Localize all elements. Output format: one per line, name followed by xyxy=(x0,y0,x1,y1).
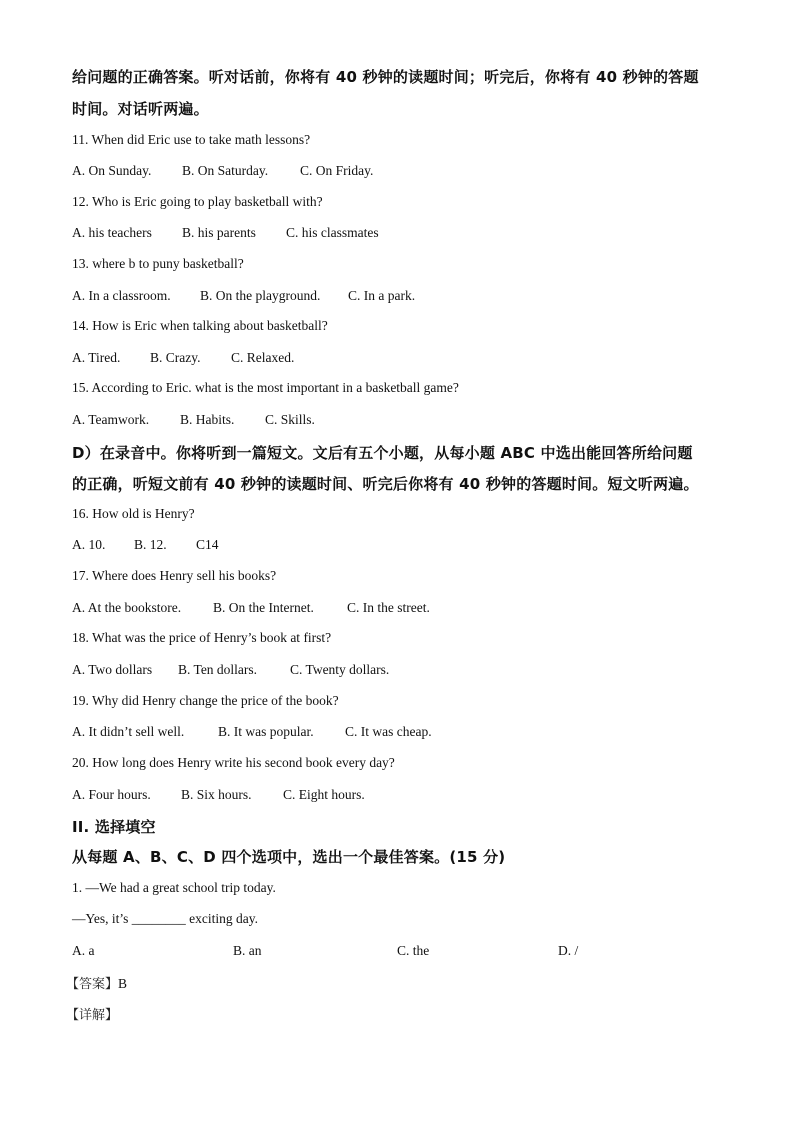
question-19: 19. Why did Henry change the price of the book? xyxy=(72,693,339,708)
option-b: B. Habits. xyxy=(180,412,235,427)
option-d: D. / xyxy=(558,943,579,958)
option-a: A. his teachers xyxy=(72,225,152,240)
option-b: B. 12. xyxy=(134,537,167,552)
option-a: A. At the bookstore. xyxy=(72,600,182,615)
question-11: 11. When did Eric use to take math lessons? xyxy=(72,132,311,147)
option-c: C. the xyxy=(397,943,430,958)
option-b: B. On the playground. xyxy=(200,288,321,303)
option-c: C. On Friday. xyxy=(300,163,374,178)
option-b: B. On Saturday. xyxy=(182,163,269,178)
question-1-line-2: —Yes, it’s ________ exciting day. xyxy=(72,911,259,926)
option-b: B. On the Internet. xyxy=(213,600,314,615)
intro-line-1: 给问题的正确答案。听对话前，你将有 40 秒钟的读题时间；听完后，你将有 40 秒钟的答题 xyxy=(72,68,699,86)
intro-line-2: 时间。对话听两遍。 xyxy=(72,100,209,118)
question-18: 18. What was the price of Henry’s book at first? xyxy=(72,630,332,645)
section-2-heading: II. 选择填空 xyxy=(72,818,156,836)
option-a: A. 10. xyxy=(72,537,106,552)
question-17: 17. Where does Henry sell his books? xyxy=(72,568,277,583)
option-c: C. Eight hours. xyxy=(283,787,365,802)
option-a: A. In a classroom. xyxy=(72,288,171,303)
section-d-line-1: D）在录音中。你将听到一篇短文。文后有五个小题，从每小题 ABC 中选出能回答所给问题 xyxy=(72,444,693,462)
answer-label: 【答案】 xyxy=(66,977,119,992)
option-c: C. In a park. xyxy=(348,288,416,303)
option-a: A. It didn’t sell well. xyxy=(72,724,185,739)
question-16: 16. How old is Henry? xyxy=(72,506,195,521)
question-1-line-1: 1. —We had a great school trip today. xyxy=(72,880,276,895)
section-d-line-2: 的正确，听短文前有 40 秒钟的读题时间、听完后你将有 40 秒钟的答题时间。短文听两遍。 xyxy=(72,475,699,493)
option-b: B. Six hours. xyxy=(181,787,252,802)
option-c: C. Twenty dollars. xyxy=(290,662,390,677)
detail-label: 【详解】 xyxy=(66,1008,119,1023)
detail-line xyxy=(66,1004,118,1024)
option-b: B. an xyxy=(233,943,262,958)
option-b: B. his parents xyxy=(182,225,256,240)
option-c: C14 xyxy=(196,537,219,552)
option-a: A. Two dollars xyxy=(72,662,153,677)
option-a: A. a xyxy=(72,943,95,958)
answer-line xyxy=(66,973,127,993)
question-15: 15. According to Eric. what is the most important in a basketball game? xyxy=(72,380,459,395)
question-12: 12. Who is Eric going to play basketball with? xyxy=(72,194,323,209)
option-a: A. Tired. xyxy=(72,350,121,365)
question-20: 20. How long does Henry write his second book every day? xyxy=(72,755,395,770)
option-b: B. Ten dollars. xyxy=(178,662,258,677)
question-14: 14. How is Eric when talking about basketball? xyxy=(72,318,328,333)
option-b: B. Crazy. xyxy=(150,350,201,365)
question-13: 13. where b to puny basketball? xyxy=(72,256,244,271)
option-c: C. Skills. xyxy=(265,412,315,427)
option-c: C. Relaxed. xyxy=(231,350,295,365)
option-c: C. It was cheap. xyxy=(345,724,432,739)
option-a: A. Four hours. xyxy=(72,787,151,802)
section-2-instruction: 从每题 A、B、C、D 四个选项中，选出一个最佳答案。(15 分) xyxy=(72,848,506,866)
option-a: A. Teamwork. xyxy=(72,412,150,427)
answer-value: B xyxy=(118,976,128,991)
option-c: C. In the street. xyxy=(347,600,430,615)
option-b: B. It was popular. xyxy=(218,724,314,739)
option-a: A. On Sunday. xyxy=(72,163,152,178)
option-c: C. his classmates xyxy=(286,225,379,240)
